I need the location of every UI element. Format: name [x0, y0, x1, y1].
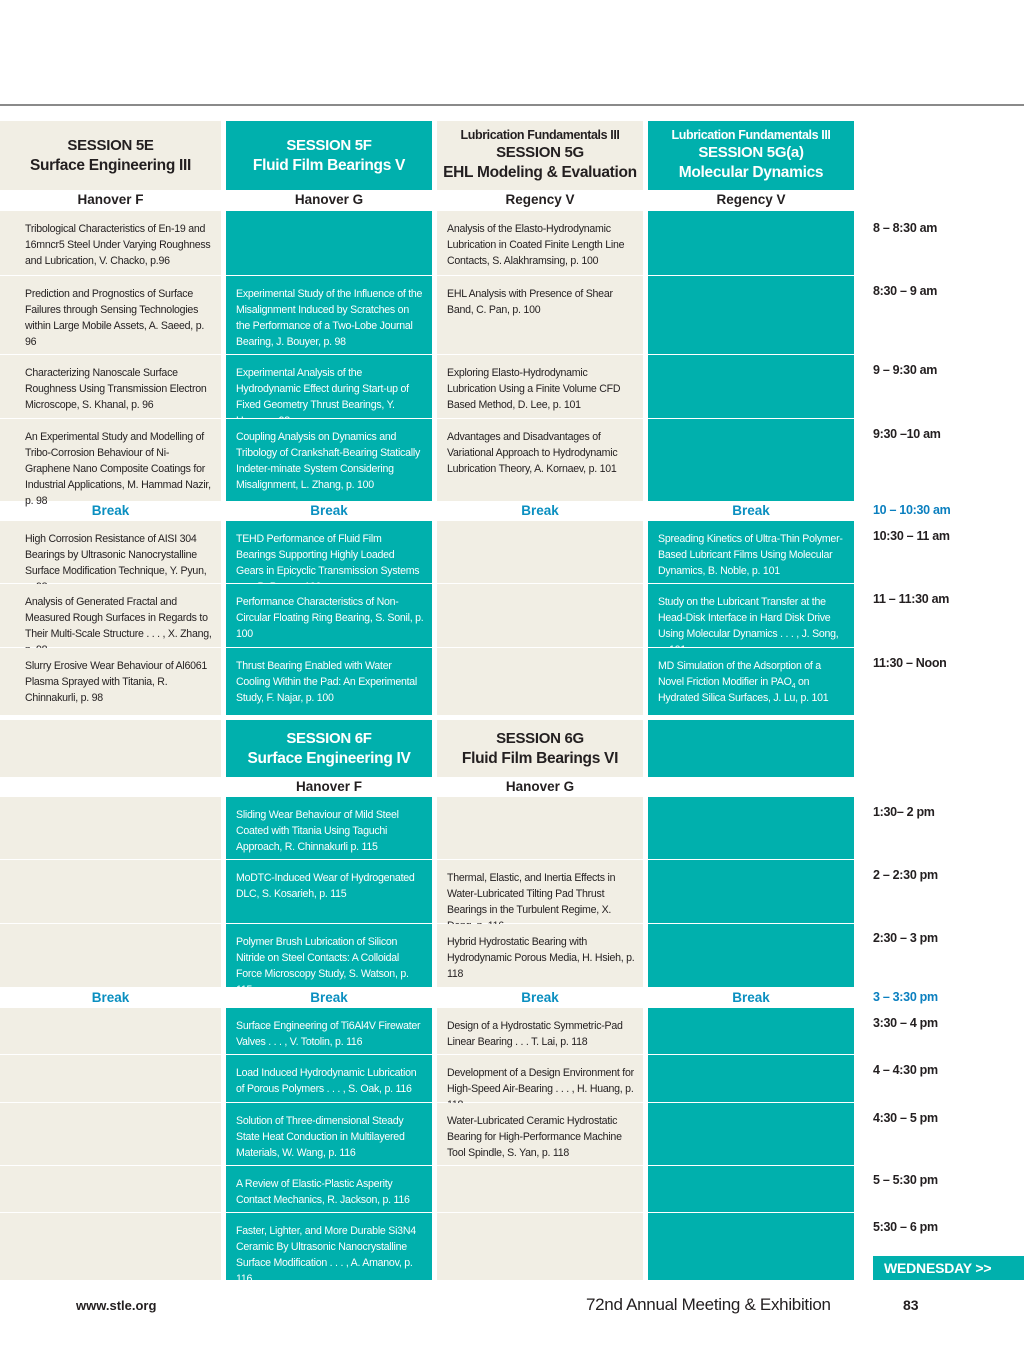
paper-cell[interactable]: Performance Characteristics of Non-Circular Floating Ring Bearing, S. Sonil, p. 100: [226, 584, 432, 647]
time-slot: 2:30 – 3 pm: [873, 931, 938, 945]
session-5ga-subtitle: Molecular Dynamics: [678, 164, 824, 181]
break-label: Break: [521, 990, 559, 1005]
paper-text-part: on Hydrated Silica Surfaces, J. Lu, p. 101: [658, 676, 829, 704]
session-5e-header: [0, 121, 221, 190]
time-slot: 4 – 4:30 pm: [873, 1063, 938, 1077]
paper-text-part: MD Simulation of the Adsorption of a Novel Friction Modifier in PAO: [658, 660, 821, 688]
room-5ga: Regency V: [716, 192, 786, 207]
empty-slot: [437, 797, 643, 859]
break-label: Break: [521, 503, 559, 518]
empty-slot: [437, 648, 643, 715]
room-6g: Hanover G: [505, 779, 575, 794]
empty-slot: [648, 1166, 854, 1212]
empty-slot: [648, 419, 854, 501]
session-6f-header: [226, 720, 432, 777]
empty-slot: [648, 1008, 854, 1054]
footer-url[interactable]: www.stle.org: [76, 1298, 157, 1313]
paper-cell[interactable]: Coupling Analysis on Dynamics and Tribology of Crankshaft-Bearing Statically Indeter-minate System Considering Misalignment, L. Zhang, p. 100: [226, 419, 432, 501]
paper-cell[interactable]: Polymer Brush Lubrication of Silicon Nitride on Steel Contacts: A Colloidal Force Microscopy Study, S. Watson, p. 115: [226, 924, 432, 987]
room-5g: Regency V: [505, 192, 575, 207]
paper-cell[interactable]: Hybrid Hydrostatic Bearing with Hydrodynamic Porous Media, H. Hsieh, p. 118: [437, 924, 643, 987]
time-slot: 4:30 – 5 pm: [873, 1111, 938, 1125]
time-slot: 10:30 – 11 am: [873, 529, 950, 543]
empty-slot: [0, 1166, 221, 1212]
empty-slot: [648, 1213, 854, 1280]
empty-slot: [648, 355, 854, 418]
session-5ga-track: Lubrication Fundamentals III: [671, 128, 831, 142]
empty-slot: [0, 797, 221, 859]
time-slot-break: 10 – 10:30 am: [873, 503, 951, 517]
session-5e-subtitle: Surface Engineering III: [29, 156, 192, 174]
empty-slot: [648, 797, 854, 859]
time-slot: 11:30 – Noon: [873, 656, 947, 670]
paper-cell[interactable]: Solution of Three-dimensional Steady State Heat Conduction in Multilayered Materials, W. Wang, p. 116: [226, 1103, 432, 1165]
empty-slot: [0, 1008, 221, 1054]
time-slot-break: 3 – 3:30 pm: [873, 990, 938, 1004]
paper-cell[interactable]: Design of a Hydrostatic Symmetric-Pad Linear Bearing . . . T. Lai, p. 118: [437, 1008, 643, 1054]
session-6g-header: [437, 720, 643, 777]
time-slot: 8:30 – 9 am: [873, 284, 938, 298]
paper-cell[interactable]: Development of a Design Environment for High-Speed Air-Bearing . . . , H. Huang, p.: [437, 1055, 643, 1102]
time-slot: 1:30– 2 pm: [873, 805, 935, 819]
time-slot: 5 – 5:30 pm: [873, 1173, 938, 1187]
empty-slot: [648, 924, 854, 987]
paper-cell[interactable]: Sliding Wear Behaviour of Mild Steel Coated with Titania Using Taguchi Approach, R. Chinnakurli p. 115: [226, 797, 432, 859]
empty-slot: [226, 211, 432, 275]
paper-cell[interactable]: Experimental Study of the Influence of the Misalignment Induced by Scratches on the Performance of a Two-Lobe Journal Bearing, J. Bouyer, p. 98: [226, 276, 432, 354]
paper-cell[interactable]: Characterizing Nanoscale Surface Roughness Using Transmission Electron Microscope, S. Khanal, p. 96: [0, 355, 221, 418]
break-label: Break: [310, 503, 348, 518]
time-slot: 3:30 – 4 pm: [873, 1016, 938, 1030]
empty-slot: [437, 584, 643, 647]
session-5f-header: [226, 121, 432, 190]
empty-slot: [0, 860, 221, 923]
paper-cell[interactable]: Experimental Analysis of the Hydrodynamic Effect during Start-up of Fixed Geometry Thrust Bearings, Y.: [226, 355, 432, 418]
paper-cell[interactable]: Advantages and Disadvantages of Variational Approach to Hydrodynamic Lubrication Theory, A. Kornaev, p. 101: [437, 419, 643, 501]
empty-slot: [648, 860, 854, 923]
subscript: 4: [791, 683, 796, 691]
paper-cell[interactable]: TEHD Performance of Fluid Film Bearings Supporting Highly Loaded Gears in Epicyclic Transmission Systems: [226, 521, 432, 583]
empty-slot: [437, 521, 643, 583]
paper-cell[interactable]: Slurry Erosive Wear Behaviour of Al6061 Plasma Sprayed with Titania, R. Chinnakurli, p. 98: [0, 648, 221, 715]
break-label: Break: [732, 503, 770, 518]
room-6f: Hanover F: [295, 779, 363, 794]
paper-cell[interactable]: Analysis of the Elasto-Hydrodynamic Lubrication in Coated Finite Length Line Contacts, S. Alakhramsing, p. 100: [437, 211, 643, 275]
paper-cell[interactable]: Surface Engineering of Ti6Al4V Firewater Valves . . . , V. Totolin, p. 116: [226, 1008, 432, 1054]
time-slot: 11 – 11:30 am: [873, 592, 950, 606]
paper-cell[interactable]: Faster, Lighter, and More Durable Si3N4 Ceramic By Ultrasonic Nanocrystalline Surface Modification . . . , A. Amanov, p. 116: [226, 1213, 432, 1280]
empty-slot: [0, 1055, 221, 1102]
session-5e-title: SESSION 5E: [67, 136, 154, 154]
time-slot: 9 – 9:30 am: [873, 363, 938, 377]
empty-slot: [437, 1166, 643, 1212]
session-5ga-title: SESSION 5G(a): [698, 144, 804, 161]
break-label: Break: [91, 990, 130, 1005]
session-5g-title: SESSION 5G: [496, 144, 584, 161]
session-5g-header: [437, 121, 643, 190]
empty-slot: [648, 1055, 854, 1102]
time-slot: 9:30 –10 am: [873, 427, 941, 441]
paper-cell[interactable]: MoDTC-Induced Wear of Hydrogenated DLC, S. Kosarieh, p. 115: [226, 860, 432, 923]
paper-cell[interactable]: Study on the Lubricant Transfer at the Head-Disk Interface in Hard Disk Drive Using Molecular Dynamics . . . , J. Song,: [648, 584, 854, 647]
empty-slot: [437, 1213, 643, 1280]
break-label: Break: [91, 503, 130, 518]
session-6f-subtitle: Surface Engineering IV: [247, 749, 411, 767]
empty-slot: [648, 720, 854, 777]
session-6g-subtitle: Fluid Film Bearings VI: [461, 749, 619, 767]
empty-slot: [0, 1213, 221, 1280]
empty-slot: [0, 720, 221, 777]
paper-cell[interactable]: Thermal, Elastic, and Inertia Effects in Water-Lubricated Tilting Pad Thrust Bearings in the Turbulent Regime, X.: [437, 860, 643, 923]
empty-slot: [648, 211, 854, 275]
session-5f-title: SESSION 5F: [286, 136, 372, 154]
paper-cell[interactable]: A Review of Elastic-Plastic Asperity Contact Mechanics, R. Jackson, p. 116: [226, 1166, 432, 1212]
empty-slot: [648, 1103, 854, 1165]
paper-cell[interactable]: Exploring Elasto-Hydrodynamic Lubrication Using a Finite Volume CFD Based Method, D. Lee, p. 101: [437, 355, 643, 418]
top-rule: [0, 104, 1024, 106]
break-label: Break: [310, 990, 348, 1005]
session-5ga-header: [648, 121, 854, 190]
page-number: 83: [903, 1297, 919, 1313]
empty-slot: [0, 1103, 221, 1165]
paper-cell[interactable]: An Experimental Study and Modelling of Tribo-Corrosion Behaviour of Ni-Graphene Nano Composite Coatings for Industrial Applications, M. Hammad Nazir, p. 98: [0, 419, 221, 501]
paper-cell[interactable]: Tribological Characteristics of En-19 and 16mncr5 Steel Under Varying Roughness and Lubrication, V. Chacko, p.96: [0, 211, 221, 275]
next-day-tab[interactable]: WEDNESDAY >>: [873, 1256, 1024, 1280]
time-slot: 2 – 2:30 pm: [873, 868, 938, 882]
time-slot: 5:30 – 6 pm: [873, 1220, 938, 1234]
time-slot: 8 – 8:30 am: [873, 221, 938, 235]
paper-cell[interactable]: Analysis of Generated Fractal and Measured Rough Surfaces in Regards to Their Multi-Scale Structure . . . , X. Zhang,: [0, 584, 221, 647]
paper-cell[interactable]: [648, 648, 854, 715]
paper-cell[interactable]: High Corrosion Resistance of AISI 304 Bearings by Ultrasonic Nanocrystalline Surface Modification Technique, Y. Pyun,: [0, 521, 221, 583]
room-5f: Hanover G: [294, 192, 364, 207]
session-5g-track: Lubrication Fundamentals III: [460, 128, 620, 142]
session-6g-title: SESSION 6G: [496, 729, 584, 747]
footer-title: 72nd Annual Meeting & Exhibition: [586, 1295, 831, 1314]
empty-slot: [648, 276, 854, 354]
session-5g-subtitle: EHL Modeling & Evaluation: [443, 164, 637, 181]
session-6f-title: SESSION 6F: [286, 729, 372, 747]
room-5e: Hanover F: [77, 192, 144, 207]
empty-slot: [0, 924, 221, 987]
session-5f-subtitle: Fluid Film Bearings V: [252, 156, 406, 174]
paper-cell[interactable]: Spreading Kinetics of Ultra-Thin Polymer-Based Lubricant Films Using Molecular Dynamics, B. Noble, p. 101: [648, 521, 854, 583]
paper-cell[interactable]: EHL Analysis with Presence of Shear Band, C. Pan, p. 100: [437, 276, 643, 354]
paper-cell[interactable]: Load Induced Hydrodynamic Lubrication of Porous Polymers . . . , S. Oak, p. 116: [226, 1055, 432, 1102]
break-label: Break: [732, 990, 770, 1005]
paper-cell[interactable]: Water-Lubricated Ceramic Hydrostatic Bearing for High-Performance Machine Tool Spindle, S. Yan, p. 118: [437, 1103, 643, 1165]
paper-cell[interactable]: Thrust Bearing Enabled with Water Cooling Within the Pad: An Experimental Study, F. Najar, p. 100: [226, 648, 432, 715]
paper-cell[interactable]: Prediction and Prognostics of Surface Failures through Sensing Technologies within Large Mobile Assets, A. Saeed, p. 96: [0, 276, 221, 354]
